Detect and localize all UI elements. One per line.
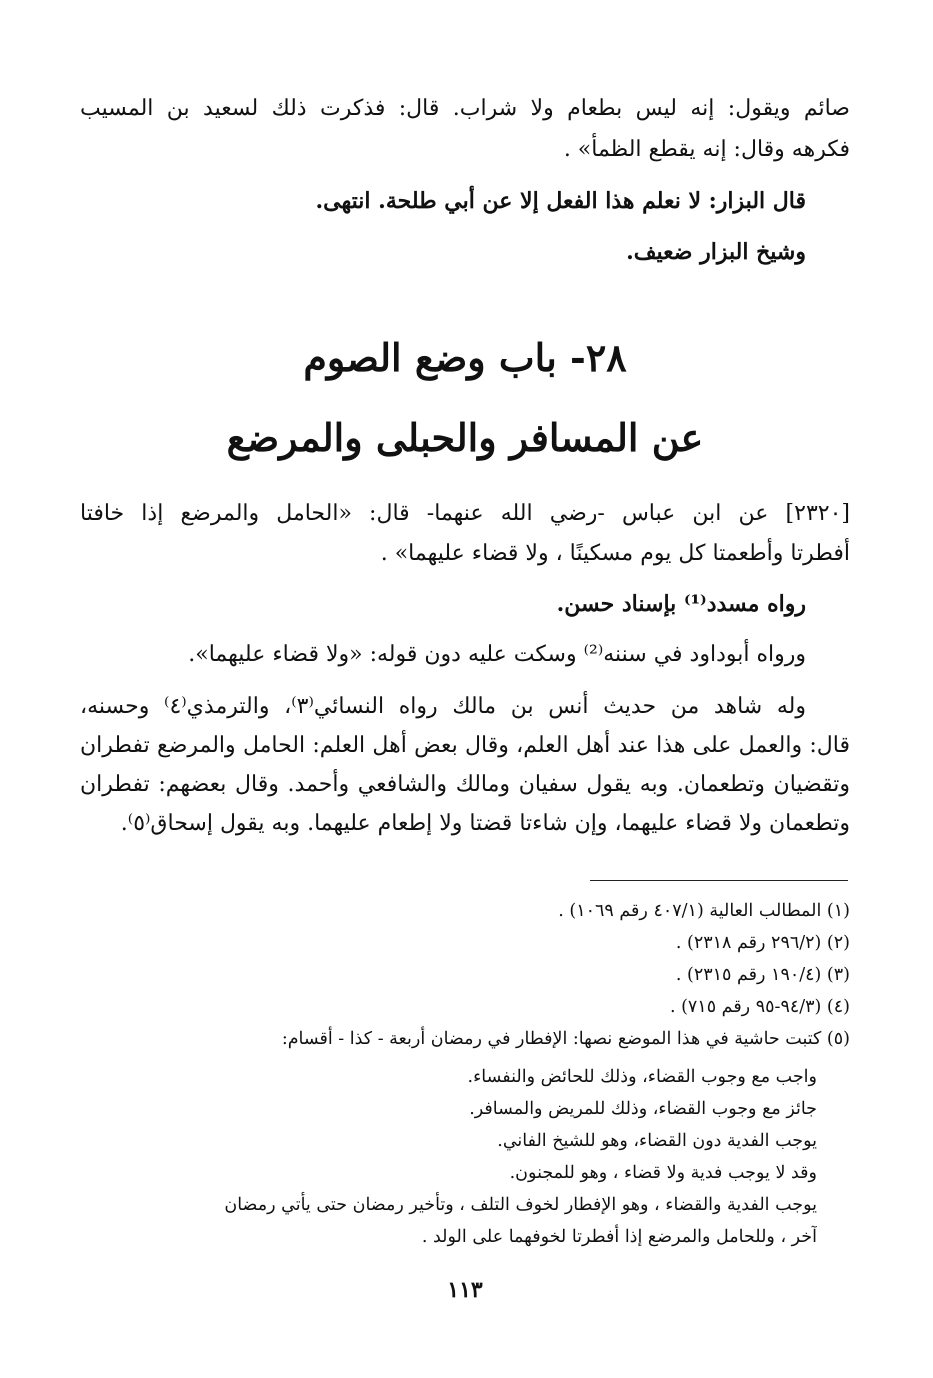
page-number: ١١٣: [447, 1277, 483, 1303]
abudawud-line: ورواه أبوداود في سننه⁽²⁾ وسكت عليه دون قوله: «ولا قضاء عليهما».: [188, 642, 806, 667]
witness-line: وتقضيان وتطعمان. وبه يقول سفيان ومالك والشافعي وأحمد. وقال بعضهم: تفطران: [80, 772, 850, 797]
bazzar-note: قال البزار: لا نعلم هذا الفعل إلا عن أبي طلحة. انتهى.: [315, 188, 806, 214]
footnote-line: يوجب الفدية دون القضاء، وهو للشيخ الفاني.: [497, 1131, 817, 1151]
footnote-line: آخر ، وللحامل والمرضع إذا أفطرتا لخوفهما على الولد .: [421, 1227, 817, 1247]
witness-line: وله شاهد من حديث أنس بن مالك رواه النسائي⁽٣⁾، والترمذي⁽٤⁾ وحسنه،: [80, 694, 806, 719]
footnote-line: جائز مع وجوب القضاء، وذلك للمريض والمسافر.: [469, 1099, 817, 1119]
footnote-line: يوجب الفدية والقضاء ، وهو الإفطار لخوف التلف ، وتأخير رمضان حتى يأتي رمضان: [224, 1195, 817, 1215]
text-line: صائم ويقول: إنه ليس بطعام ولا شراب. قال: فذكرت ذلك لسعيد بن المسيب: [80, 96, 850, 121]
footnote-line: وقد لا يوجب فدية ولا قضاء ، وهو للمجنون.: [509, 1163, 817, 1183]
sheikh-note: وشيخ البزار ضعيف.: [626, 239, 806, 265]
witness-line: قال: والعمل على هذا عند أهل العلم، وقال بعض أهل العلم: الحامل والمرضع تفطران: [80, 733, 850, 758]
footnote-line: واجب مع وجوب القضاء، وذلك للحائض والنفساء.: [467, 1067, 817, 1087]
footnote-separator: [590, 880, 848, 881]
musaddad-line: رواه مسدد⁽¹⁾ بإسناد حسن.: [556, 591, 806, 617]
hadith-line: [٢٣٢٠] عن ابن عباس -رضي الله عنهما- قال: «الحامل والمرضع إذا خافتا: [80, 501, 850, 526]
footnote: (٥) كتبت حاشية في هذا الموضع نصها: الإفطار في رمضان أربعة - كذا - أقسام:: [281, 1029, 850, 1049]
footnote: (٢) (٢٩٦/٢ رقم ٢٣١٨) .: [675, 933, 850, 953]
witness-line: وتطعمان ولا قضاء عليهما، وإن شاءتا قضتا ولا إطعام عليهما. وبه يقول إسحاق⁽٥⁾.: [120, 811, 850, 836]
footnote: (٣) (١٩٠/٤ رقم ٢٣١٥) .: [675, 965, 850, 985]
chapter-title: ٢٨- باب وضع الصوم: [303, 335, 627, 380]
footnote: (١) المطالب العالية (٤٠٧/١ رقم ١٠٦٩) .: [558, 901, 850, 921]
text-line: فكرهه وقال: إنه يقطع الظمأ» .: [563, 137, 850, 162]
hadith-line: أفطرتا وأطعمتا كل يوم مسكينًا ، ولا قضاء عليهما» .: [380, 541, 850, 566]
footnote: (٤) (٩٤/٣-٩٥ رقم ٧١٥) .: [669, 997, 850, 1017]
chapter-subtitle: عن المسافر والحبلى والمرضع: [226, 415, 704, 460]
